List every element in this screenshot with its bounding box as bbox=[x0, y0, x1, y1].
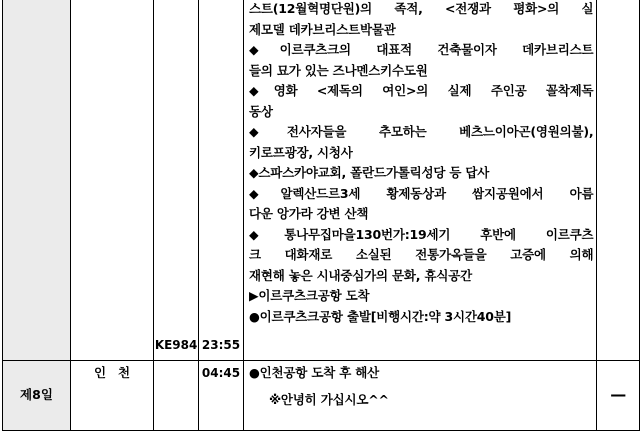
city-cell bbox=[70, 361, 153, 431]
flight-cell bbox=[154, 361, 199, 431]
meal-value: — bbox=[610, 385, 627, 405]
meal-cell bbox=[597, 0, 640, 361]
departure-time: 23:55 bbox=[201, 337, 241, 352]
program-line: ◆이르쿠츠크의 대표적 건축물이자 데카브리스트 bbox=[248, 42, 594, 57]
program-line: 크 대화재로 소실된 전통가옥들을 고증에 의해 bbox=[248, 247, 594, 262]
city-label: 인천 bbox=[93, 365, 143, 380]
program-line: 제모델 데카브리스트박물관 bbox=[248, 21, 396, 37]
program-line: 동상 bbox=[248, 103, 273, 119]
program-cell bbox=[243, 361, 596, 431]
day-cell bbox=[3, 361, 71, 431]
time-cell bbox=[199, 0, 244, 361]
program-line: ※안녕히 가십시오^^ bbox=[268, 391, 389, 407]
meal-cell bbox=[597, 361, 640, 431]
time-cell bbox=[199, 361, 244, 431]
program-line: 들의 묘가 있는 즈나멘스키수도원 bbox=[248, 62, 428, 78]
program-line: ◆알렉산드르3세 황제동상과 쌈지공원에서 아름 bbox=[248, 185, 594, 201]
program-cell bbox=[243, 0, 596, 361]
table-row-day7 bbox=[3, 0, 640, 361]
program-line: ●이르쿠츠크공항 출발[비행시간:약 3시간40분] bbox=[248, 308, 512, 324]
arrival-time: 04:45 bbox=[201, 366, 241, 380]
day-cell bbox=[3, 0, 71, 361]
program-line: ◆영화 <제독의 여인>의 실제 주인공 꼴착제독 bbox=[248, 83, 594, 98]
program-line: 스트(12월혁명단원)의 족적, <전쟁과 평화>의 실 bbox=[248, 1, 594, 16]
city-cell bbox=[70, 0, 153, 361]
program-line: 다운 앙가라 강변 산책 bbox=[248, 206, 369, 221]
day-label: 제8일 bbox=[20, 387, 53, 403]
program-line: 키로프광장, 시청사 bbox=[248, 144, 353, 160]
program-line: 재현해 놓은 시내중심가의 문화, 휴식공간 bbox=[248, 267, 473, 283]
flight-code: KE984 bbox=[154, 337, 198, 352]
program-line: ▶이르쿠츠크공항 도착 bbox=[248, 288, 370, 303]
table-row-day8 bbox=[3, 361, 640, 431]
program-line: ◆통나무집마을130번가:19세기 후반에 이르쿠츠 bbox=[248, 226, 594, 242]
program-line: ◆전사자들을 추모하는 베츠느이아곤(영원의불), bbox=[248, 124, 594, 139]
flight-cell bbox=[154, 0, 199, 361]
program-line: ◆스파스카야교회, 폴란드가톨릭성당 등 답사 bbox=[248, 165, 490, 180]
itinerary-table bbox=[2, 0, 640, 431]
program-line: ●인천공항 도착 후 해산 bbox=[248, 365, 380, 380]
